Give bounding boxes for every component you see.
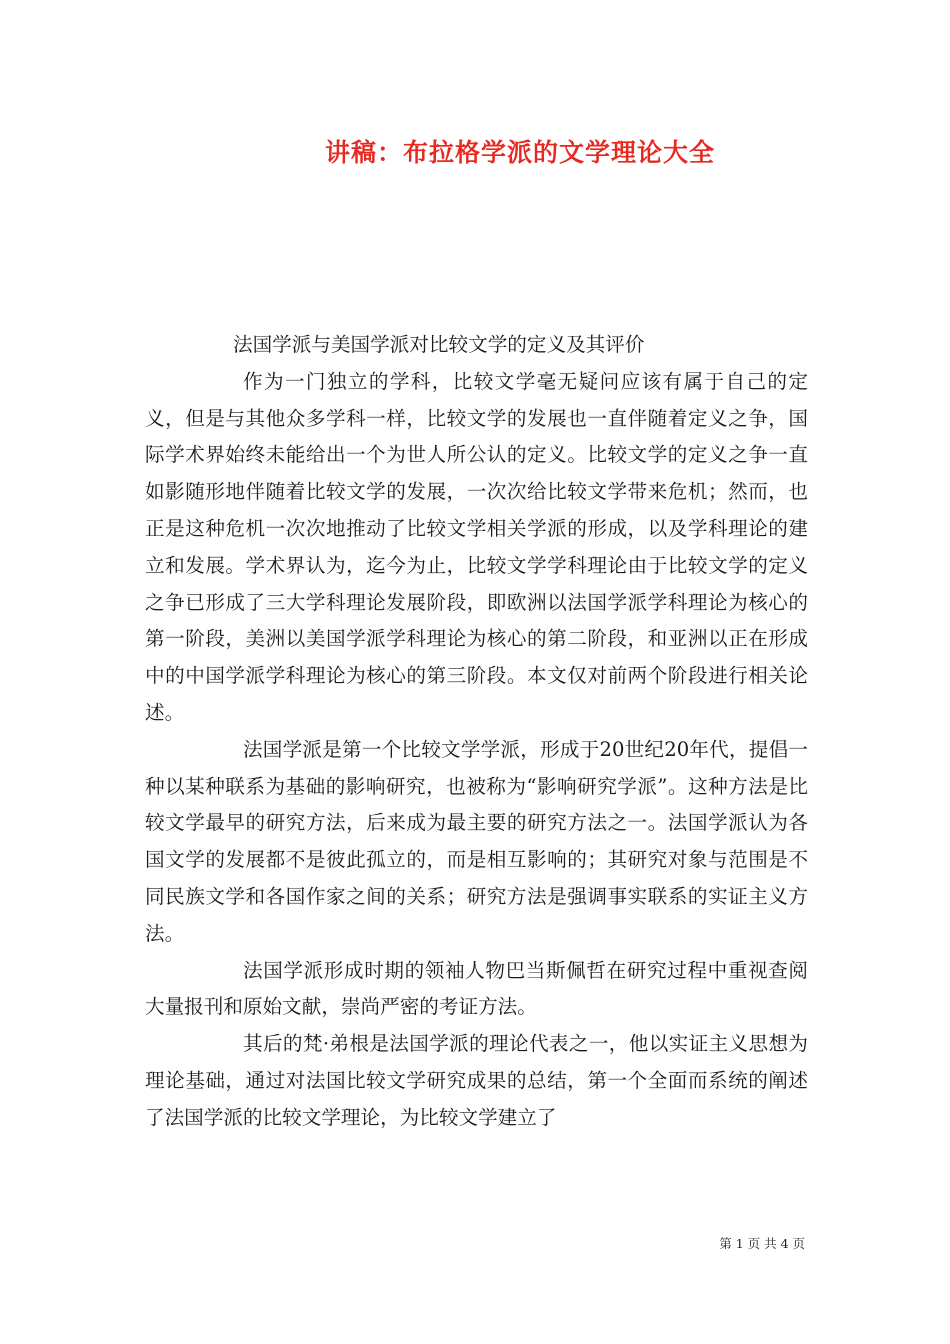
paragraph-3: 法国学派形成时期的领袖人物巴当斯佩哲在研究过程中重视查阅大量报刊和原始文献，崇尚严密的考证方法。	[145, 958, 808, 1019]
section-subheading: 法国学派与美国学派对比较文学的定义及其评价	[233, 333, 645, 356]
paragraph-4: 其后的梵·弟根是法国学派的理论代表之一，他以实证主义思想为理论基础，通过对法国比较文学研究成果的总结，第一个全面而系统的阐述了法国学派的比较文学理论，为比较文学建立了	[145, 1032, 808, 1129]
paragraph-1: 作为一门独立的学科，比较文学毫无疑问应该有属于自己的定义，但是与其他众多学科一样，比较文学的发展也一直伴随着定义之争，国际学术界始终未能给出一个为世人所公认的定义。比较文学的定义之争一直如影随形地伴随着比较文学的发展，一次次给比较文学带来危机；然而，也正是这种危机一次次地推动了比较文学相关学派的形成，以及学科理论的建立和发展。学术界认为，迄今为止，比较文学学科理论由于比较文学的定义之争已形成了三大学科理论发展阶段，即欧洲以法国学派学科理论为核心的第一阶段，美洲以美国学派学科理论为核心的第二阶段，和亚洲以正在形成中的中国学派学科理论为核心的第三阶段。本文仅对前两个阶段进行相关论述。	[145, 369, 808, 724]
paragraph-2: 法国学派是第一个比较文学学派，形成于20世纪20年代，提倡一种以某种联系为基础的影响研究，也被称为“影响研究学派”。这种方法是比较文学最早的研究方法，后来成为最主要的研究方法之一。法国学派认为各国文学的发展都不是彼此孤立的，而是相互影响的；其研究对象与范围是不同民族文学和各国作家之间的关系；研究方法是强调事实联系的实证主义方法。	[145, 737, 808, 945]
page-title: 讲稿：布拉格学派的文学理论大全	[324, 138, 715, 167]
page-number-footer: 第 1 页 共 4 页	[719, 1236, 805, 1251]
document-body	[145, 327, 808, 1137]
